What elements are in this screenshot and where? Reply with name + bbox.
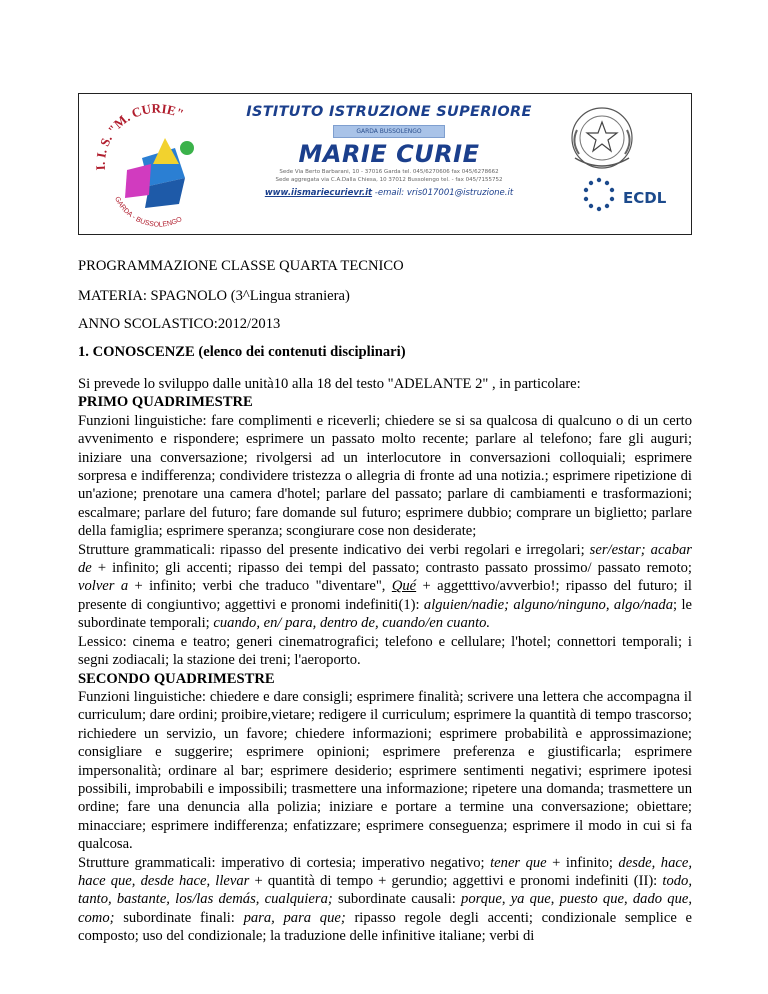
text-run: + aggetttivo/avverbio!; ripasso del futuro; il presente di congiuntivo; aggettivi e pronomi indefiniti(1): [78,578,692,613]
text-run: , [501,891,511,908]
section-heading: 1. CONOSCENZE (elenco dei contenuti disciplinari) [78,344,406,360]
address-line-1: Sede Via Berto Barbarani, 10 - 37016 Garda tel. 045/6270606 fax 045/6278662 [279,169,499,175]
first-term-vocabulary: Lessico: cinema e teatro; generi cinematrografici; telefono e cellulare; l'hotel; connettori temporali; i segni zodiacali; la stazione dei treni; l'aeroporto. [78,633,692,669]
text-run: volver a [78,578,129,595]
program-title: PROGRAMMAZIONE CLASSE QUARTA TECNICO [78,258,404,274]
second-term-functions: Funzioni linguistiche: chiedere e dare consigli; esprimere finalità; scrivere una lettera che accompagna il curriculum; dare ordini; proibire,vietare; redigere il curriculum; esprimere la quantità di tempo trascorso; richiedere un servizio, un favore; chiedere informazioni; esprimere probabilità e approssimazione; consigliare e suggerire; esprimere opinioni; esprimere preferenza e giustificarla; esprimere impersonalità; ordinare al bar; esprimere desiderio; esprimere sentimenti negativi; esprimere ipotesi possibili, improbabili e impossibili; trasmettere una informazione; ripetere una domanda; trasmettere un ordine; fare una denuncia alla polizia; iniziare e portare a termine una conversazione; obiettare; minacciare; esprimere indifferenza; enfatizzare; esprimere conseguenza; esprimere il modo in cui si fa qualcosa. [78,688,692,853]
text-run: para, para que; [243,909,346,926]
contact-line [234,188,544,198]
logo-arc-text: I. I. S. "M. CURIE" [92,100,186,171]
text-run: Qué [391,578,417,595]
email-text: -email: vris017001@istruzione.it [372,188,514,198]
text-run: + infinito; [546,854,619,871]
logo-bottom-text: GARDA - BUSSOLENGO [113,195,184,228]
text-run: Strutture grammaticali: ripasso del presente indicativo dei verbi regolari e irregolari; [78,541,590,558]
website-link[interactable]: www.iismariecurievr.it [264,188,373,198]
subject-line: MATERIA: SPAGNOLO (3^Lingua straniera) [78,288,350,304]
ecdl-logo [579,174,679,214]
second-term-heading: SECONDO QUADRIMESTRE [78,670,275,687]
text-run: ya que [510,891,551,908]
text-run: ; le subordinate temporali; [78,596,692,632]
text-run: + quantità di tempo + gerundio; aggettivi e pronomi indefiniti (II): [249,872,663,889]
text-run: , [688,891,692,908]
republic-emblem-icon [557,100,647,176]
school-logo-icon [87,100,227,228]
text-run: tener que [490,854,547,871]
first-term-functions: Funzioni linguistiche: fare complimenti e riceverli; chiedere se si sa qualcosa di qualcuno o di un certo avvenimento e rispondere; esprimere un passato molto recente; parlare al telefono; fare gli auguri; iniziare una conversazione; rivolgersi ad un interlocutore in conversazioni colloquiali; esprimere sorpresa e indifferenza; condividere tristezza o allegria di fronte ad una notizia.; esprimere ripetizione di un'azione; prenotare una camera d'hotel; parlare del passato; parlare di cambiamenti e trasformazioni; escalmare; parlare del futuro; fare domande sul futuro; esprimere dubbio; comprare un biglietto; parlare della famiglia; esprimere speranza; scongiurare cose non desiderate; [78,412,692,540]
institute-heading: ISTITUTO ISTRUZIONE SUPERIORE [246,104,532,120]
text-run: subordinate causali: [332,891,462,908]
address-line-2: Sede aggregata via C.A.Dalla Chiesa, 10 37012 Bussolengo tel. - fax 045/7155752 [275,177,503,183]
text-run: cuando, en/ para, dentro de, cuando/en cuanto. [213,615,491,632]
first-term-heading: PRIMO QUADRIMESTRE [78,394,253,411]
school-year-line: ANNO SCOLASTICO:2012/2013 [78,316,281,332]
text-run: Strutture grammaticali: imperativo di cortesia; imperativo negativo; [78,854,491,871]
text-run: , [550,891,560,908]
text-run: puesto que [559,891,625,908]
text-run: todo, tanto, bastante, los/las demás, cualquiera; [78,872,692,908]
garda-label: GARDA BUSSOLENGO [333,125,444,138]
text-run: + infinito; verbi che traduco "diventare", [128,578,392,595]
text-run: , [624,891,633,908]
ecdl-text: ECDL [623,189,667,207]
text-run: ser/estar; acabar de [78,541,692,577]
letterhead-center [234,100,544,230]
school-name: MARIE CURIE [298,140,480,168]
text-run: porque [461,891,502,908]
second-term-grammar [78,854,692,946]
text-run: dado que [632,891,689,908]
school-letterhead [78,93,692,235]
text-run: subordinate finali: [114,909,244,926]
intro-paragraph: Si prevede lo sviluppo dalle unità10 alla 18 del testo "ADELANTE 2" , in particolare: [78,376,581,392]
text-run: + infinito; gli accenti; ripasso dei tempi del passato; contrasto passato prossimo/ passato remoto; [91,560,692,577]
document-body [78,375,692,946]
ecdl-dots-icon [579,174,619,214]
text-run: alguien/nadie; alguno/ninguno, algo/nada [423,596,674,613]
first-term-grammar [78,541,692,633]
text-run: ripasso regole degli accenti; condizionale semplice e composto; uso del condizionale; la traduzione delle infinitive italiane; verbi di [78,909,692,945]
text-run: desde, hace, hace que, desde hace, llevar [78,854,692,889]
text-run: como; [78,909,115,926]
